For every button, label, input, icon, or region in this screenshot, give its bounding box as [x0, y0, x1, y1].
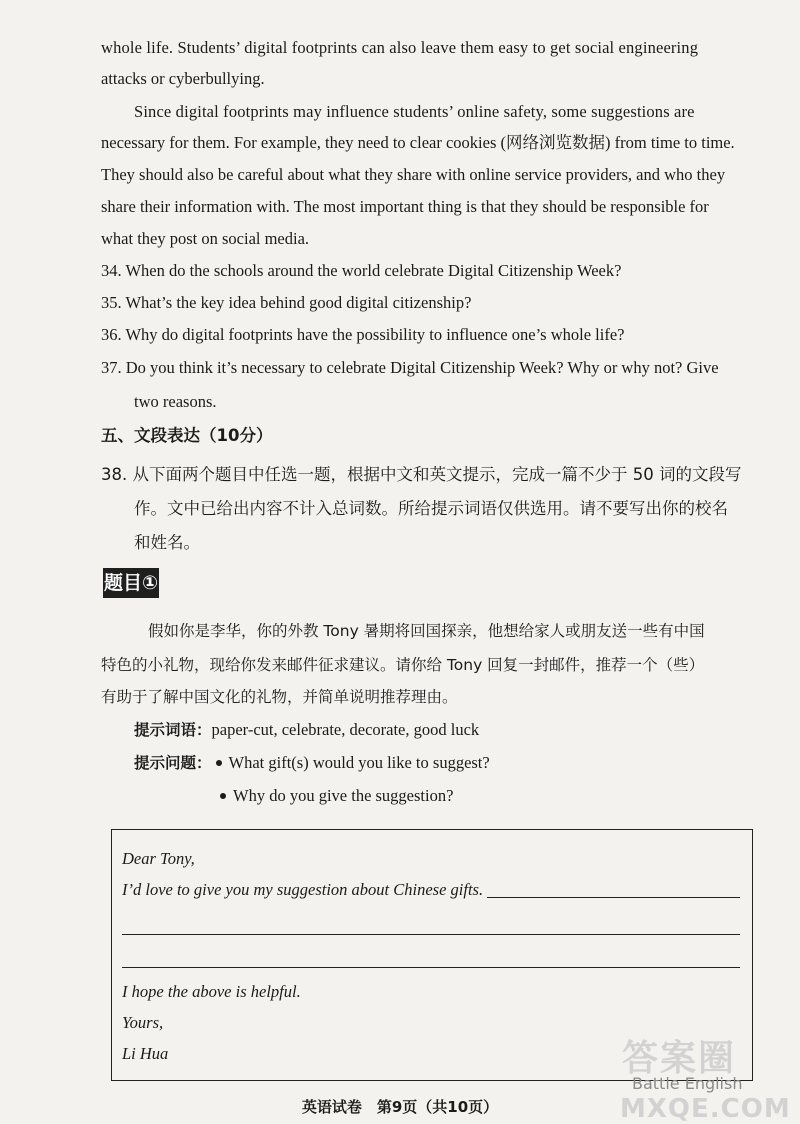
question-34: 34. When do the schools around the world celebrate Digital Citizenship Week?	[101, 261, 622, 280]
watermark-brand: Battle English	[632, 1074, 743, 1093]
answer-line[interactable]	[122, 967, 740, 968]
topic-prompt: 特色的小礼物，现给你发来邮件征求建议。请你给 Tony 回复一封邮件，推荐一个（些）	[101, 656, 705, 674]
bullet-icon	[216, 760, 222, 766]
question-37: 37. Do you think it’s necessary to celebrate Digital Citizenship Week? Why or why not? Give	[101, 358, 719, 377]
topic-label: 题目①	[103, 568, 159, 598]
watermark-stamp: 答案圈	[622, 1038, 737, 1079]
answer-line[interactable]	[487, 897, 740, 898]
question-36: 36. Why do digital footprints have the possibility to influence one’s whole life?	[101, 325, 625, 344]
passage-line: They should also be careful about what they share with online service providers, and who they	[101, 165, 726, 184]
section-title: 五、文段表达（10分）	[101, 426, 273, 445]
passage-line: what they post on social media.	[101, 229, 310, 248]
bullet-icon	[220, 793, 226, 799]
passage-line: share their information with. The most important thing is that they should be responsible for	[101, 197, 709, 216]
hint-words-row	[134, 719, 479, 741]
letter-closing: I hope the above is helpful.	[122, 982, 301, 1001]
watermark-site: MXQE.COM	[620, 1094, 791, 1124]
hint-words: paper-cut, celebrate, decorate, good luck	[211, 720, 480, 739]
hint-questions-row	[134, 752, 490, 774]
page-footer: 英语试卷 第9页（共10页）	[301, 1098, 499, 1116]
passage-line: Since digital footprints may influence students’ online safety, some suggestions are	[134, 102, 695, 121]
hint-question: Why do you give the suggestion?	[233, 786, 454, 805]
passage-line: attacks or cyberbullying.	[101, 69, 265, 88]
question-38: 38. 从下面两个题目中任选一题，根据中文和英文提示，完成一篇不少于 50 词的文段写	[101, 465, 742, 484]
passage-line: whole life. Students’ digital footprints can also leave them easy to get social engineering	[101, 38, 699, 57]
letter-opening: I’d love to give you my suggestion about Chinese gifts.	[122, 880, 484, 899]
question-35: 35. What’s the key idea behind good digital citizenship?	[101, 293, 472, 312]
question-38-cont: 作。文中已给出内容不计入总词数。所给提示词语仅供选用。请不要写出你的校名	[134, 499, 728, 518]
answer-line[interactable]	[122, 934, 740, 935]
question-38-cont: 和姓名。	[134, 533, 200, 552]
letter-name: Li Hua	[122, 1044, 169, 1063]
topic-prompt: 有助于了解中国文化的礼物，并简单说明推荐理由。	[101, 688, 458, 706]
topic-prompt: 假如你是李华，你的外教 Tony 暑期将回国探亲，他想给家人或朋友送一些有中国	[148, 622, 705, 640]
hint-questions-row	[216, 785, 453, 807]
passage-line: necessary for them. For example, they need to clear cookies (网络浏览数据) from time to time.	[101, 133, 735, 152]
hint-questions-label: 提示问题：	[134, 754, 212, 772]
hint-words-label: 提示词语：	[134, 721, 212, 739]
question-37-cont: two reasons.	[134, 392, 217, 411]
letter-greeting: Dear Tony,	[122, 849, 195, 868]
letter-signoff: Yours,	[122, 1013, 164, 1032]
hint-question: What gift(s) would you like to suggest?	[228, 753, 490, 772]
